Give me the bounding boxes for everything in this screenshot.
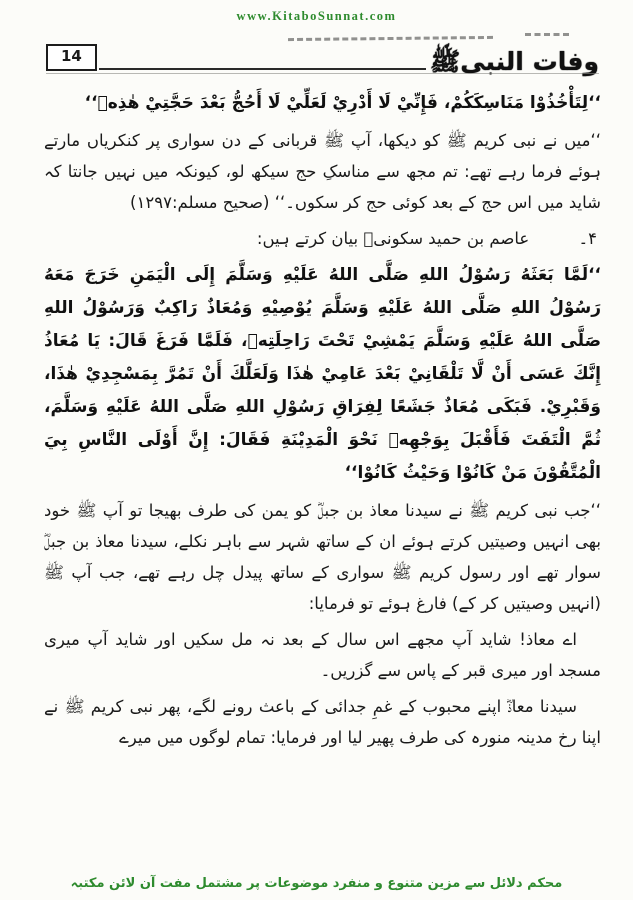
scan-artifact [288, 36, 493, 41]
website-header: www.KitaboSunnat.com [236, 9, 397, 23]
narrator-line [44, 223, 601, 254]
footer-tagline: محکم دلائل سے مزین متنوع و منفرد موضوعات پر مشتمل مفت آن لائن مکتبہ [70, 876, 563, 891]
hadith-number: ۴۔ [578, 228, 597, 248]
header-rule [99, 68, 426, 70]
page-number: 14 [46, 44, 97, 71]
scan-artifact [525, 33, 569, 36]
header-underline [46, 73, 599, 74]
narrator-text: عاصم بن حمید سکونیؒ بیان کرتے ہیں: [256, 228, 530, 248]
book-title-calligraphy: وفات النبیﷺ [430, 46, 599, 76]
arabic-hadith-block: ‘‘لَمَّا بَعَثَهُ رَسُوْلُ اللهِ صَلَّى اللهُ عَلَيْهِ وَسَلَّمَ إِلَى الْيَمَنِ خَرَجَ مَعَهُ رَسُوْلُ اللهِ صَلَّى اللهُ عَلَيْهِ وَسَلَّمَ يُوْصِيْهِ وَمُعَاذٌ رَاكِبٌ وَرَسُوْلُ اللهِ صَلَّى اللهُ عَلَيْهِ وَسَلَّمَ يَمْشِيْ تَحْتَ رَاحِلَتِهٖ، فَلَمَّا فَرَغَ قَالَ: يَا مُعَاذُ إِنَّكَ عَسَى أَنْ لَّا تَلْقَانِيْ بَعْدَ عَامِيْ هٰذَا وَلَعَلَّكَ أَنْ تَمُرَّ بِمَسْجِدِيْ هٰذَا، وَقَبْرِيْ. فَبَكَى مُعَاذٌ جَشَعًا لِفِرَاقِ رَسُوْلِ اللهِ صَلَّى اللهُ عَلَيْهِ وَسَلَّمَ، ثُمَّ الْتَفَتَ فَأَقْبَلَ بِوَجْهِهٖ نَحْوَ الْمَدِيْنَةِ فَقَالَ: إِنَّ أَوْلَى النَّاسِ بِيَ الْمُتَّقُوْنَ مَنْ كَانُوْا وَحَيْثُ كَانُوْا‘‘ [44, 264, 601, 483]
arabic-quote-line: ‘‘لِتَأْخُذُوْا مَنَاسِكَكُمْ، فَإِنِّيْ لَا أَدْرِيْ لَعَلِّيْ لَا أَحُجُّ بَعْدَ حَجَّتِيْ هٰذِهٖ‘‘ [84, 92, 601, 113]
page-body [0, 74, 633, 753]
page-header [46, 44, 599, 76]
urdu-translation-2: ‘‘جب نبی کریم ﷺ نے سیدنا معاذ بن جبلؓ کو یمن کی طرف بھیجا تو آپ ﷺ خود بھی انہیں وصیتیں کرتے ہوئے ان کے ساتھ شہر سے باہر نکلے، سیدنا معاذ بن جبلؓ سوار تھے اور رسول کریم ﷺ سواری کے ساتھ پیدل چل رہے تھے، جب آپ ﷺ (انہیں وصیتیں کر کے) فارغ ہوئے تو فرمایا: [44, 500, 601, 613]
urdu-translation-1: ‘‘میں نے نبی کریم ﷺ کو دیکھا، آپ ﷺ قربانی کے دن سواری پر کنکریاں مارتے ہوئے فرما رہے تھے: تم مجھ سے مناسکِ حج سیکھ لو، کیونکہ میں نہیں جانتا کہ شاید میں اس حج کے بعد کوئی حج کر سکوں۔‘‘ (صحیح مسلم:۱۲۹۷) [44, 130, 601, 212]
urdu-speech-paragraph: اے معاذ! شاید آپ مجھے اس سال کے بعد نہ مل سکیں اور شاید آپ میری مسجد اور میری قبر کے پاس سے گزریں۔ [44, 629, 601, 680]
urdu-closing-paragraph: سیدنا معاذؓ اپنے محبوب کے غمِ جدائی کے باعث رونے لگے، پھر نبی کریم ﷺ نے اپنا رخ مدینہ منورہ کی طرف پھیر لیا اور فرمایا: تمام لوگوں میں میرے [44, 696, 601, 747]
